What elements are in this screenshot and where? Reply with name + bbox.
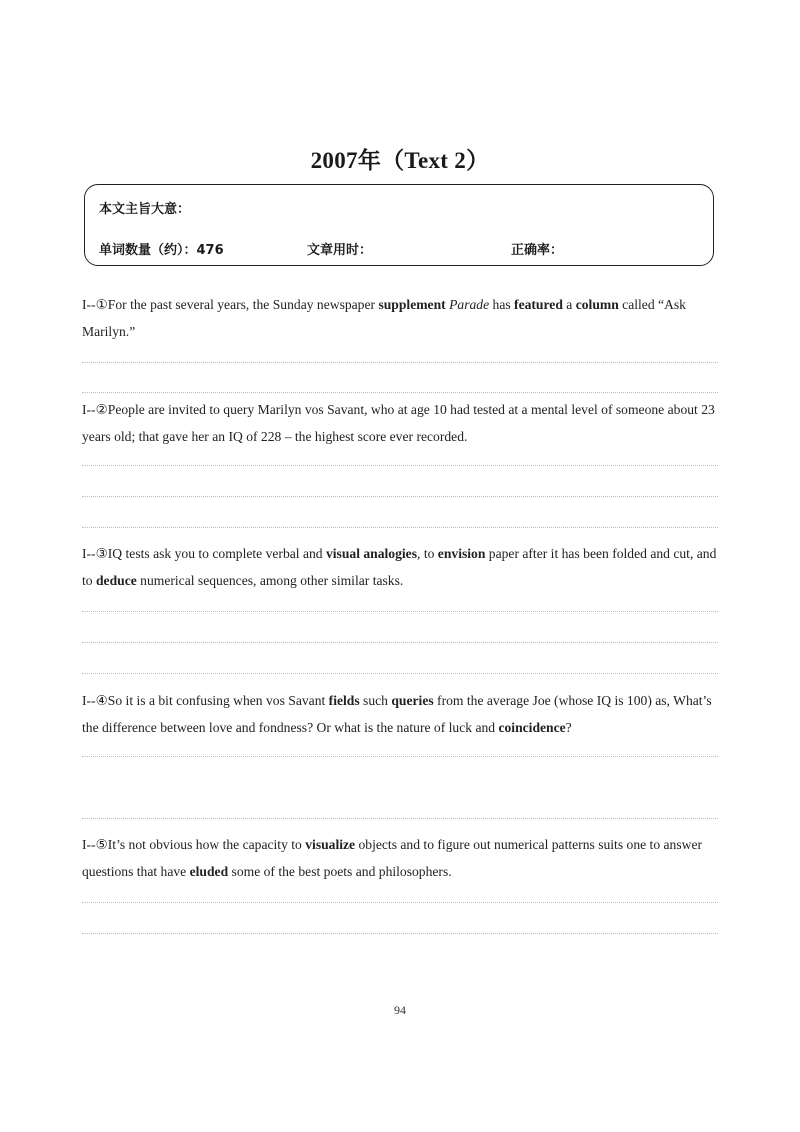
- keyword: envision: [437, 546, 486, 561]
- reading-time-label: 文章用时：: [307, 243, 373, 258]
- text-run: called “Ask Marilyn.”: [82, 297, 686, 339]
- word-count: [99, 239, 224, 258]
- text-run: People are invited to query Marilyn vos Savant, who at age 10 had tested at a mental level of someone about 23 years old; that gave her an IQ of 228 – the highest score ever recorded.: [82, 402, 715, 444]
- main-idea-label: 本文主旨大意：: [99, 202, 191, 217]
- answer-line: [82, 465, 718, 466]
- keyword: column: [575, 297, 619, 312]
- text-run: ?: [565, 720, 572, 735]
- answer-line: [82, 611, 718, 612]
- text-run: objects and to figure out numerical patterns suits one to answer questions that have: [82, 837, 703, 879]
- text-run: So it is a bit confusing when vos Savant: [107, 693, 329, 708]
- keyword: queries: [391, 693, 434, 708]
- page-number: 94: [394, 1003, 406, 1017]
- text-run: a: [562, 297, 576, 312]
- page-title: 2007年（Text 2）: [310, 148, 490, 173]
- paragraph-label: I--②: [82, 402, 108, 417]
- keyword: supplement: [378, 297, 446, 312]
- paragraph-5: [82, 831, 722, 885]
- paragraph-label: I--①: [82, 297, 108, 312]
- paragraph-2: [82, 396, 722, 450]
- answer-line: [82, 362, 718, 363]
- text-run: numerical sequences, among other similar tasks.: [136, 573, 404, 588]
- paragraph-1: [82, 291, 722, 345]
- paragraph-label: I--⑤: [82, 837, 108, 852]
- paragraph-3: [82, 540, 722, 594]
- text-run: such: [359, 693, 392, 708]
- answer-line: [82, 933, 718, 934]
- keyword: eluded: [189, 864, 229, 879]
- keyword: coincidence: [498, 720, 566, 735]
- summary-info-box: [84, 184, 714, 266]
- answer-line: [82, 902, 718, 903]
- keyword: visual analogies: [325, 546, 418, 561]
- paragraph-4: [82, 687, 722, 741]
- answer-line: [82, 818, 718, 819]
- word-count-label: 单词数量（约）：: [99, 243, 197, 258]
- accuracy-label: 正确率：: [511, 243, 564, 258]
- text-run: has: [489, 297, 515, 312]
- answer-line: [82, 527, 718, 528]
- paragraph-label: I--③: [82, 546, 108, 561]
- answer-line: [82, 642, 718, 643]
- keyword: fields: [328, 693, 360, 708]
- text-run: some of the best poets and philosophers.: [228, 864, 452, 879]
- keyword: featured: [514, 297, 563, 312]
- answer-line: [82, 496, 718, 497]
- text-run: , to: [417, 546, 438, 561]
- answer-line: [82, 756, 718, 757]
- text-run: For the past several years, the Sunday newspaper: [107, 297, 379, 312]
- italic-text: Parade: [449, 297, 490, 312]
- text-run: paper after it has been folded and cut, and to: [82, 546, 717, 588]
- text-run: from the average Joe (whose IQ is 100) as, What’s the difference between love and fondness? Or what is the nature of luck and: [82, 693, 712, 735]
- text-run: It’s not obvious how the capacity to: [107, 837, 306, 852]
- answer-line: [82, 673, 718, 674]
- word-count-value: 476: [196, 243, 224, 258]
- keyword: visualize: [305, 837, 356, 852]
- answer-line: [82, 392, 718, 393]
- paragraph-label: I--④: [82, 693, 108, 708]
- text-run: IQ tests ask you to complete verbal and: [107, 546, 326, 561]
- keyword: deduce: [95, 573, 137, 588]
